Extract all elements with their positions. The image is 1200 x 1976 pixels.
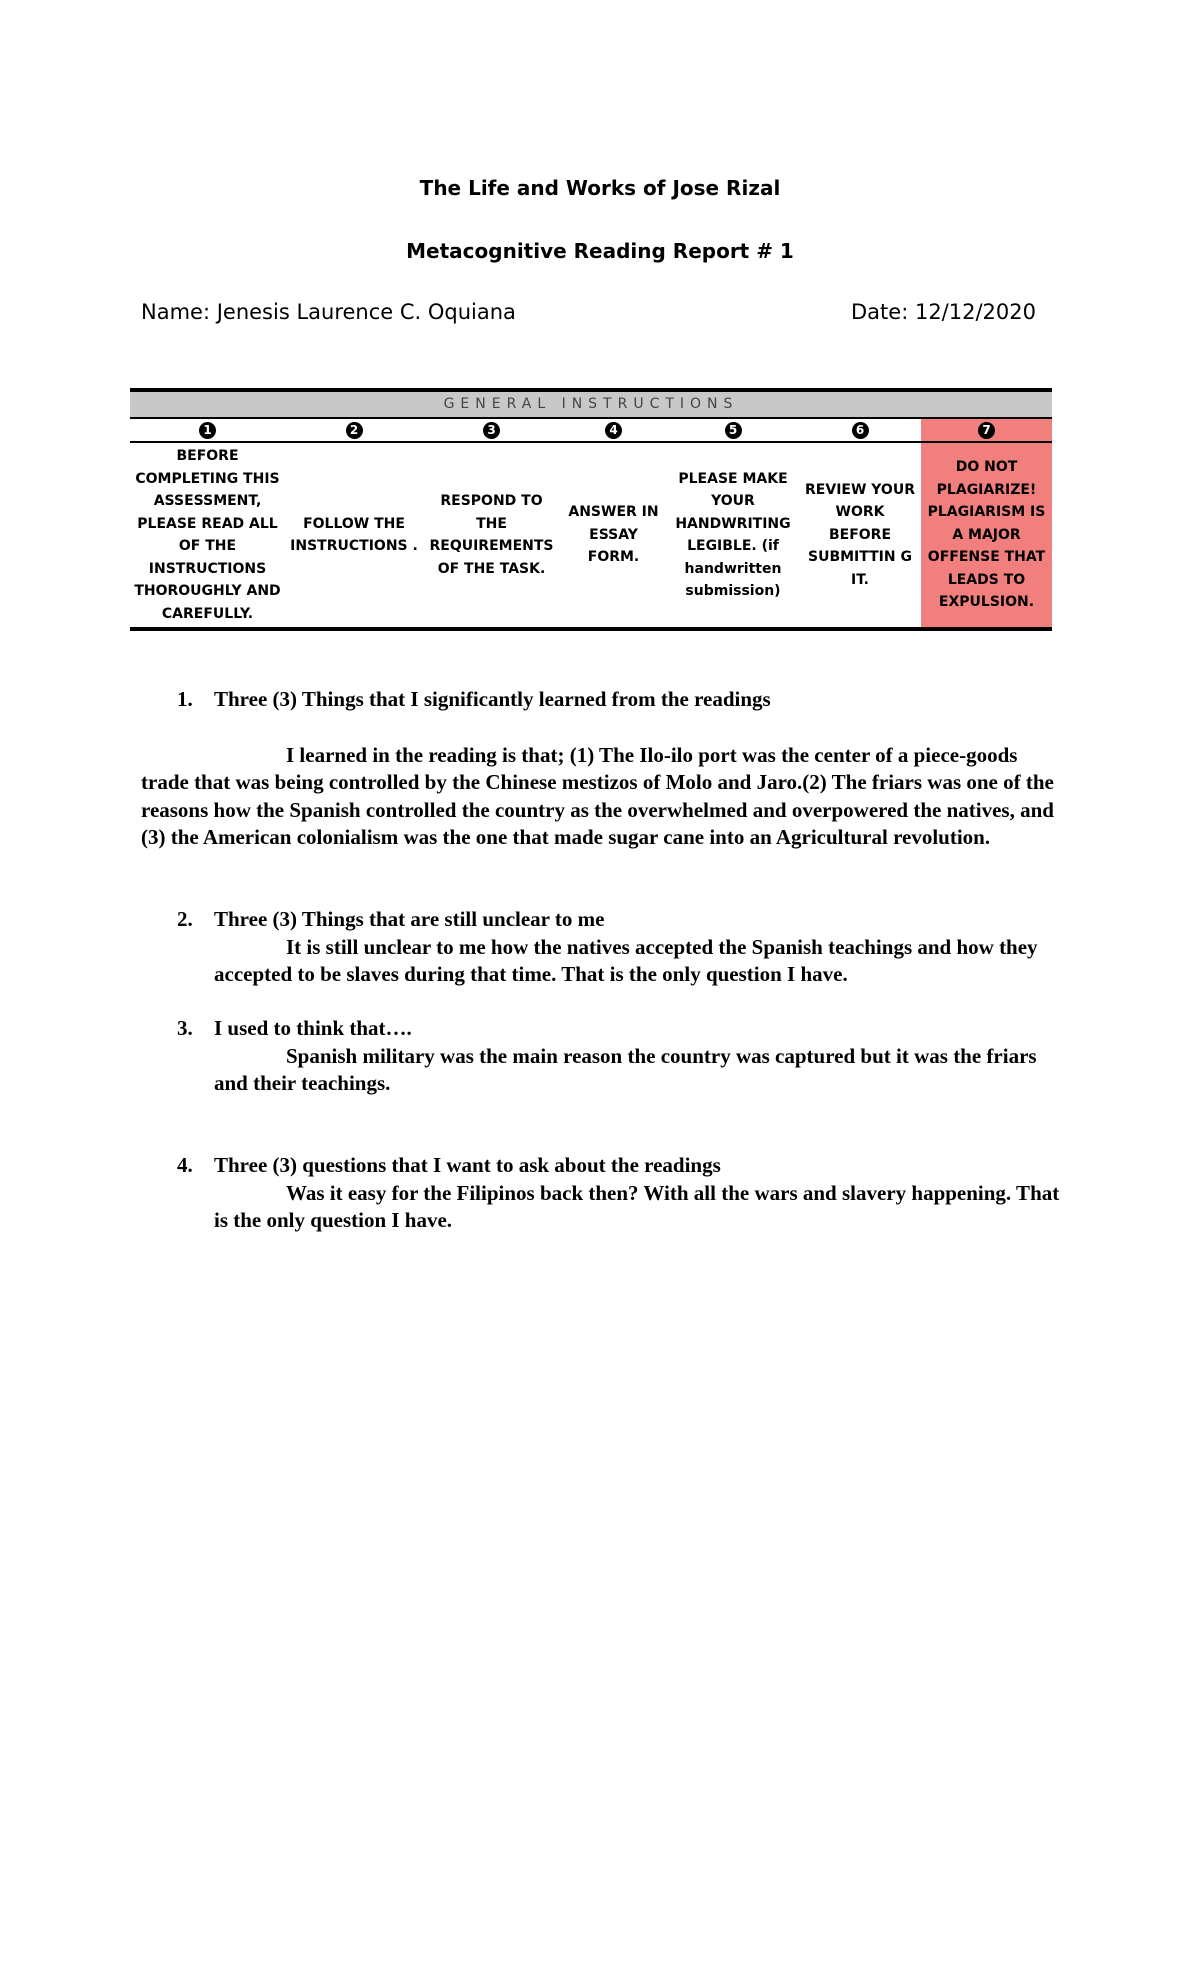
instruction-column-1 — [130, 419, 285, 627]
instruction-text-5: PLEASE MAKE YOUR HANDWRITING LEGIBLE. (if handwritten submission) — [675, 470, 791, 599]
instruction-number-6: 6 — [799, 419, 921, 443]
student-name: Name: Jenesis Laurence C. Oquiana — [141, 300, 516, 324]
instruction-column-6 — [799, 419, 921, 627]
question-title: Three (3) Things that are still unclear to me — [214, 907, 605, 931]
instruction-number-4: 4 — [560, 419, 667, 443]
instructions-grid — [130, 419, 1052, 627]
general-instructions-table — [130, 388, 1052, 631]
question-title: Three (3) Things that I significantly learned from the readings — [214, 687, 771, 711]
question-answer: Was it easy for the Filipinos back then? With all the wars and slavery happening. That is the only question I have. — [214, 1180, 1060, 1232]
question-number: 1. — [177, 687, 193, 711]
report-date: Date: 12/12/2020 — [851, 300, 1036, 324]
instruction-number-5: 5 — [667, 419, 799, 443]
question-answer: Spanish military was the main reason the country was captured but it was the friars and their teachings. — [214, 1043, 1037, 1095]
question-title: Three (3) questions that I want to ask about the readings — [214, 1153, 721, 1177]
instruction-column-7-warning — [921, 419, 1052, 627]
instruction-text-4: ANSWER IN ESSAY FORM. — [568, 504, 659, 566]
document-subtitle: Metacognitive Reading Report # 1 — [406, 239, 794, 263]
question-number: 4. — [177, 1153, 193, 1177]
instruction-text-1: BEFORE COMPLETING THIS ASSESSMENT, PLEASE READ ALL OF THE INSTRUCTIONS THOROUGHLY AND CAREFULLY. — [134, 448, 281, 622]
instruction-text-6: REVIEW YOUR WORK BEFORE SUBMITTIN G IT. — [805, 481, 915, 588]
instruction-column-5 — [667, 419, 799, 627]
question-number: 3. — [177, 1016, 193, 1040]
instruction-text-3: RESPOND TO THE REQUIREMENTS OF THE TASK. — [429, 493, 554, 577]
question-answer: It is still unclear to me how the natives accepted the Spanish teachings and how they accepted to be slaves during that time. That is the only question I have. — [214, 934, 1038, 986]
instruction-text-2: FOLLOW THE INSTRUCTIONS . — [290, 515, 418, 554]
instruction-column-3 — [423, 419, 560, 627]
question-answer: I learned in the reading is that; (1) The Ilo-ilo port was the center of a piece-goods trade that was being controlled by the Chinese mestizos of Molo and Jaro.(2) The friars was one of the reasons how the Spanish controlled the country as the overwhelmed and overpowered the natives, and (3) the American colonialism was the one that made sugar cane into an Agricultural revolution. — [141, 742, 1054, 849]
question-number: 2. — [177, 907, 193, 931]
question-1 — [141, 686, 1061, 852]
instruction-number-1: 1 — [130, 419, 285, 443]
instructions-header: GENERAL INSTRUCTIONS — [130, 392, 1052, 419]
question-2 — [141, 906, 1061, 989]
document-title: The Life and Works of Jose Rizal — [419, 176, 781, 200]
instruction-column-4 — [560, 419, 667, 627]
instruction-number-2: 2 — [285, 419, 423, 443]
instruction-text-7: DO NOT PLAGIARIZE! PLAGIARISM IS A MAJOR OFFENSE THAT LEADS TO EXPULSION. — [927, 459, 1046, 611]
question-3 — [141, 1015, 1061, 1098]
instruction-number-3: 3 — [423, 419, 560, 443]
question-title: I used to think that…. — [214, 1016, 412, 1040]
instruction-number-7: 7 — [921, 419, 1052, 443]
question-4 — [141, 1152, 1061, 1235]
instruction-column-2 — [285, 419, 423, 627]
